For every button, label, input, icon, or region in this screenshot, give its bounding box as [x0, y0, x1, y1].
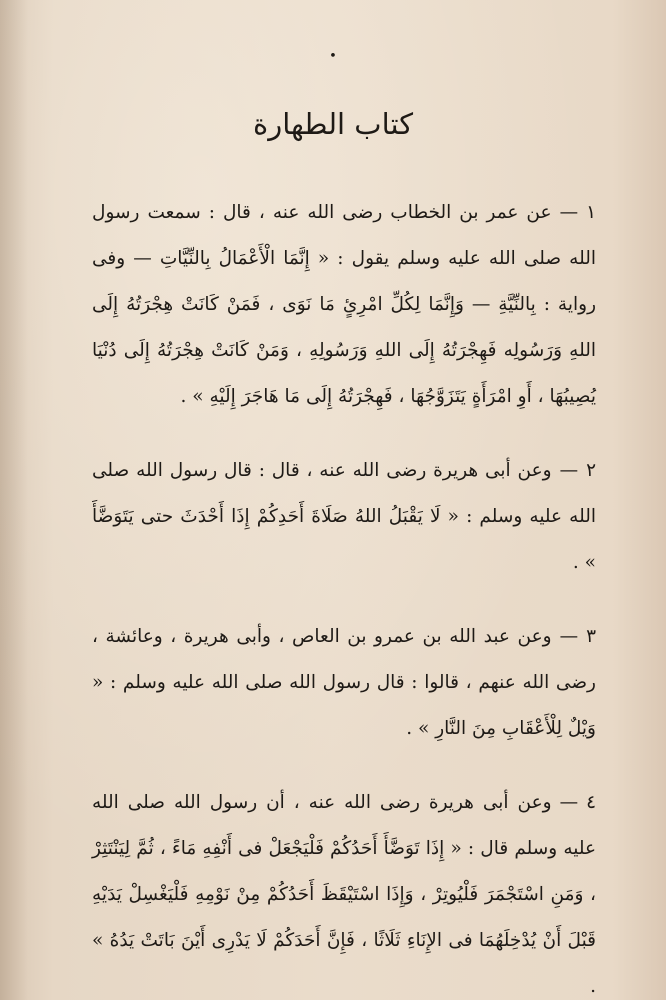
hadith-2 — [92, 448, 596, 586]
hadith-number: ٢ — [586, 460, 596, 481]
chapter-title: كتاب الطهارة — [253, 107, 413, 141]
hadith-3 — [92, 614, 596, 752]
hadith-dash: — — [559, 626, 579, 647]
hadith-dash: — — [559, 202, 579, 223]
hadith-dash: — — [559, 792, 579, 813]
hadith-number: ١ — [586, 202, 596, 223]
hadith-dash: — — [559, 460, 579, 481]
hadith-4 — [92, 780, 596, 1000]
hadith-number: ٤ — [586, 792, 596, 813]
hadith-number: ٣ — [586, 626, 596, 647]
page-dot-mark: • — [329, 49, 337, 64]
hadith-list — [92, 190, 596, 1000]
hadith-text: وعن عبد الله بن عمرو بن العاص ، وأبى هريرة ، وعائشة ، رضى الله عنهم ، قالوا : قال رسول الله صلى الله عليه وسلم : « وَيْلٌ لِلْأَعْقَابِ مِنَ النَّارِ » . — [92, 626, 596, 739]
hadith-text: وعن أبى هريرة رضى الله عنه ، قال : قال رسول الله صلى الله عليه وسلم : « لَا يَقْبَلُ اللهُ صَلَاةَ أَحَدِكُمْ إِذَا أَحْدَثَ حتى يَتَوَضَّأَ » . — [92, 460, 596, 573]
hadith-text: وعن أبى هريرة رضى الله عنه ، أن رسول الله صلى الله عليه وسلم قال : « إِذَا تَوَضَّأَ أَحَدُكُمْ فَلْيَجْعَلْ فى أَنْفِهِ مَاءً ، ثُمَّ لِيَنْتَثِرْ ، وَمَنِ اسْتَجْمَرَ فَلْيُوتِرْ ، وَإِذَا اسْتَيْقَظَ أَحَدُكُمْ مِنْ نَوْمِهِ فَلْيَغْسِلْ يَدَيْهِ قَبْلَ أَنْ يُدْخِلَهُمَا فى الإِنَاءِ ثَلَاثًا ، فَإِنَّ أَحَدَكُمْ لَا يَدْرِى أَيْنَ بَاتَتْ يَدُهُ » . — [92, 792, 596, 997]
hadith-text: عن عمر بن الخطاب رضى الله عنه ، قال : سمعت رسول الله صلى الله عليه وسلم يقول : « إِنَّمَا الْأَعْمَالُ بِالنِّيَّاتِ — وفى رواية : بِالنِّيَّةِ — وَإِنَّمَا لِكُلِّ امْرِئٍ مَا نَوَى ، فَمَنْ كَانَتْ هِجْرَتُهُ إِلَى اللهِ وَرَسُولِه فَهِجْرَتُهُ إِلَى اللهِ وَرَسُولِهِ ، وَمَنْ كَانَتْ هِجْرَتُهُ إِلَى دُنْيَا يُصِيبُهَا ، أَوِ امْرَأَةٍ يَتَزَوَّجُهَا ، فَهِجْرَتُهُ إِلَى مَا هَاجَرَ إِلَيْهِ » . — [92, 202, 596, 407]
hadith-1 — [92, 190, 596, 420]
